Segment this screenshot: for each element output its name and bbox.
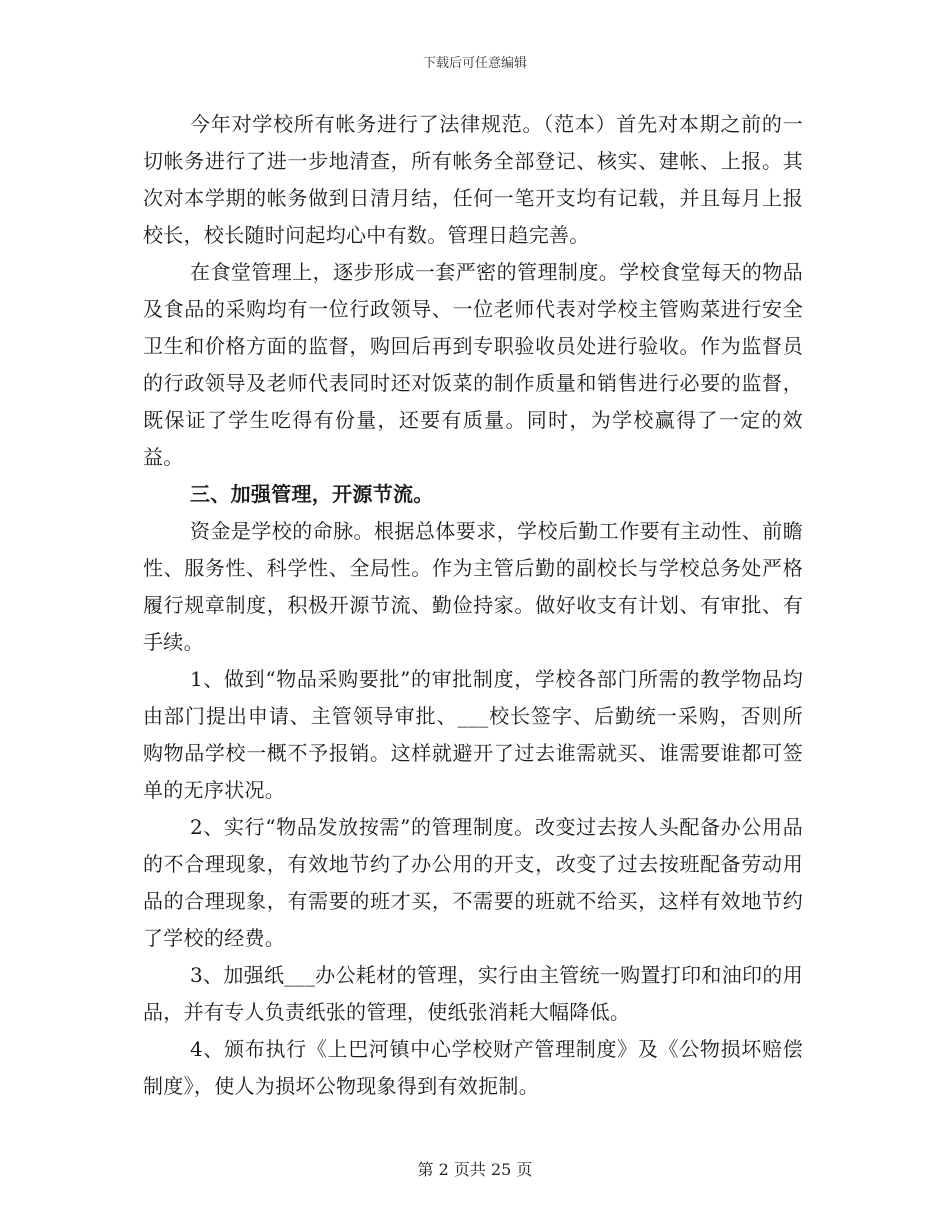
paragraph-funds: 资金是学校的命脉。根据总体要求，学校后勤工作要有主动性、前瞻性、服务性、科学性、全局性。作为主管后勤的副校长与学校总务处严格履行规章制度，积极开源节流、勤俭持家。做好收支有计划、有审批、有手续。: [143, 519, 803, 654]
page-footer-number: 第 2 页共 25 页: [417, 1160, 533, 1179]
paragraph-canteen: 在食堂管理上，逐步形成一套严密的管理制度。学校食堂每天的物品及食品的采购均有一位行政领导、一位老师代表对学校主管购菜进行安全卫生和价格方面的监督，购回后再到专职验收员处进行验收。作为监督员的行政领导及老师代表同时还对饭菜的制作质量和销售进行必要的监督，既保证了学生吃得有份量，还要有质量。同时，为学校赢得了一定的效益。: [143, 260, 803, 469]
list-item-3: 3、加强纸___办公耗材的管理，实行由主管统一购置打印和油印的用品，并有专人负责纸张的管理，使纸张消耗大幅降低。: [143, 963, 803, 1024]
list-item-4: 4、颁布执行《上巴河镇中心学校财产管理制度》及《公物损坏赔偿制度》，使人为损坏公物现象得到有效扼制。: [143, 1037, 803, 1098]
document-body: [143, 106, 803, 1105]
list-item-2: 2、实行“物品发放按需”的管理制度。改变过去按人头配备办公用品的不合理现象，有效地节约了办公用的开支，改变了过去按班配备劳动用品的合理现象，有需要的班才买，不需要的班就不给买，这样有效地节约了学校的经费。: [143, 815, 803, 950]
paragraph-accounts: 今年对学校所有帐务进行了法律规范。（范本）首先对本期之前的一切帐务进行了进一步地清查，所有帐务全部登记、核实、建帐、上报。其次对本学期的帐务做到日清月结，任何一笔开支均有记载，并且每月上报校长，校长随时问起均心中有数。管理日趋完善。: [143, 112, 803, 247]
list-item-1: 1、做到“物品采购要批”的审批制度，学校各部门所需的教学物品均由部门提出申请、主管领导审批、___校长签字、后勤统一采购，否则所购物品学校一概不予报销。这样就避开了过去谁需就买、谁需要谁都可签单的无序状况。: [143, 667, 803, 802]
page-header-note: 下载后可任意编辑: [422, 56, 527, 71]
section-heading-3: 三、加强管理，开源节流。: [190, 482, 434, 506]
